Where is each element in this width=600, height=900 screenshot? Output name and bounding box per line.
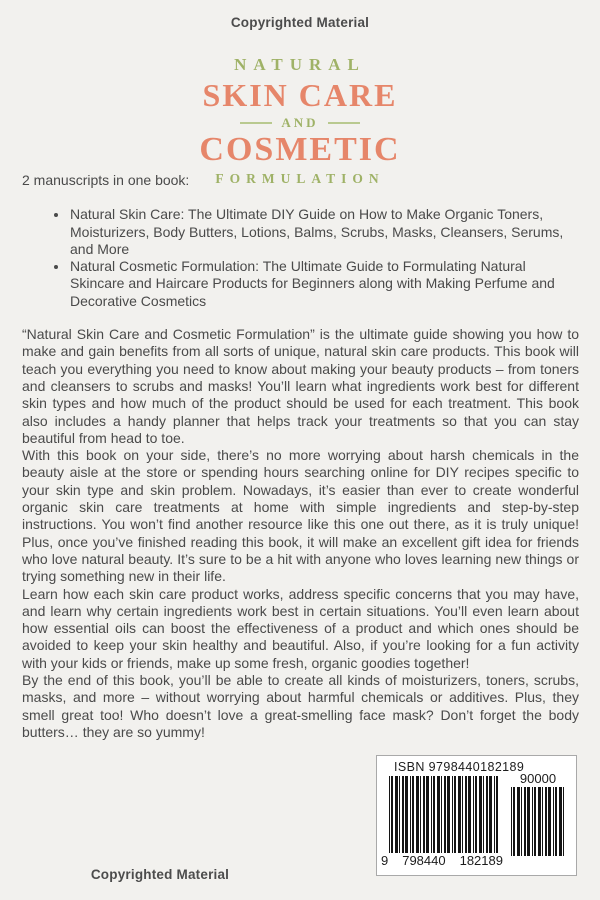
and-divider-right <box>328 122 360 124</box>
title-line-cosmetic: COSMETIC <box>199 131 401 168</box>
title-line-formulation: FORMULATION <box>215 171 385 186</box>
description-paragraph: “Natural Skin Care and Cosmetic Formulation” is the ultimate guide showing you how to make and gain benefits from all sorts of unique, natural skin care products. This book will teach you everything you need to know about making your beauty products – from toners and cleansers to scrubs and masks! You’ll learn what ingredients work best for different skin types and how much of the product should be used for each treatment. This book also includes a handy planner that helps track your treatments so that you can stay beautiful from head to toe. <box>22 326 579 446</box>
description-paragraph: With this book on your side, there’s no more worrying about harsh chemicals in the beauty aisle at the store or spending hours searching online for DIY recipes specific to your skin type and skin problem. Nowadays, it’s easier than ever to create wonderful organic skin care treatments at home with simple ingredients and step-by-step instructions. You won’t find another resource like this one out there, as it is truly unique! Plus, once you’ve finished reading this book, it will make an excellent gift idea for friends who love natural beauty. It’s sure to be a hit with anyone who loves learning new things or trying something new in their life. <box>22 447 579 585</box>
list-item: • Natural Skin Care: The Ultimate DIY Guide on How to Make Organic Toners, Moisturizers, Body Butters, Lotions, Balms, Scrubs, Masks, Cleansers, Serums, and More <box>69 206 579 258</box>
back-cover-text <box>22 172 579 741</box>
title-conjunction-and: AND <box>281 115 319 130</box>
isbn-barcode <box>376 755 577 876</box>
barcode-digit-group: 9 <box>381 853 389 868</box>
book-description <box>22 326 579 741</box>
title-and-row <box>0 115 600 131</box>
description-paragraph: By the end of this book, you’ll be able to create all kinds of moisturizers, toners, scrubs, masks, and more – without worrying about harmful chemicals or additives. Plus, they smell great too! Who doesn’t love a great-smelling face mask? Don’t forget the body butters… they are so yummy! <box>22 672 579 740</box>
barcode-digit-group: 798440 <box>402 853 446 868</box>
list-item: • Natural Cosmetic Formulation: The Ultimate Guide to Formulating Natural Skincare and Haircare Products for Beginners along with Making Perfume and Decorative Cosmetics <box>69 258 579 310</box>
title-line-skin-care: SKIN CARE <box>202 77 398 113</box>
barcode-bars-main <box>389 776 501 853</box>
book-title <box>0 55 600 187</box>
barcode-digit-group: 182189 <box>459 853 503 868</box>
manuscripts-heading: 2 manuscripts in one book: <box>22 172 190 188</box>
title-line-natural: NATURAL <box>234 55 366 74</box>
copyright-notice-bottom: Copyrighted Material <box>90 867 230 882</box>
isbn-number-label: ISBN 9798440182189 <box>394 760 525 774</box>
barcode-bars-supplemental <box>511 787 565 856</box>
copyright-notice-top: Copyrighted Material <box>230 15 370 30</box>
description-paragraph: Learn how each skin care product works, address specific concerns that you may have, and learn why certain ingredients work best in certain situations. You’ll even learn about how essential oils can boost the effectiveness of a product and which ones should be avoided to keep your skin healthy and beautiful. Also, if you’re looking for a fun activity with your kids or friends, make up some fresh, organic goodies together! <box>22 585 579 671</box>
barcode-digits <box>381 853 503 868</box>
and-divider-left <box>240 122 272 124</box>
manuscripts-list <box>22 206 579 310</box>
barcode-price-code: 90000 <box>519 771 557 786</box>
